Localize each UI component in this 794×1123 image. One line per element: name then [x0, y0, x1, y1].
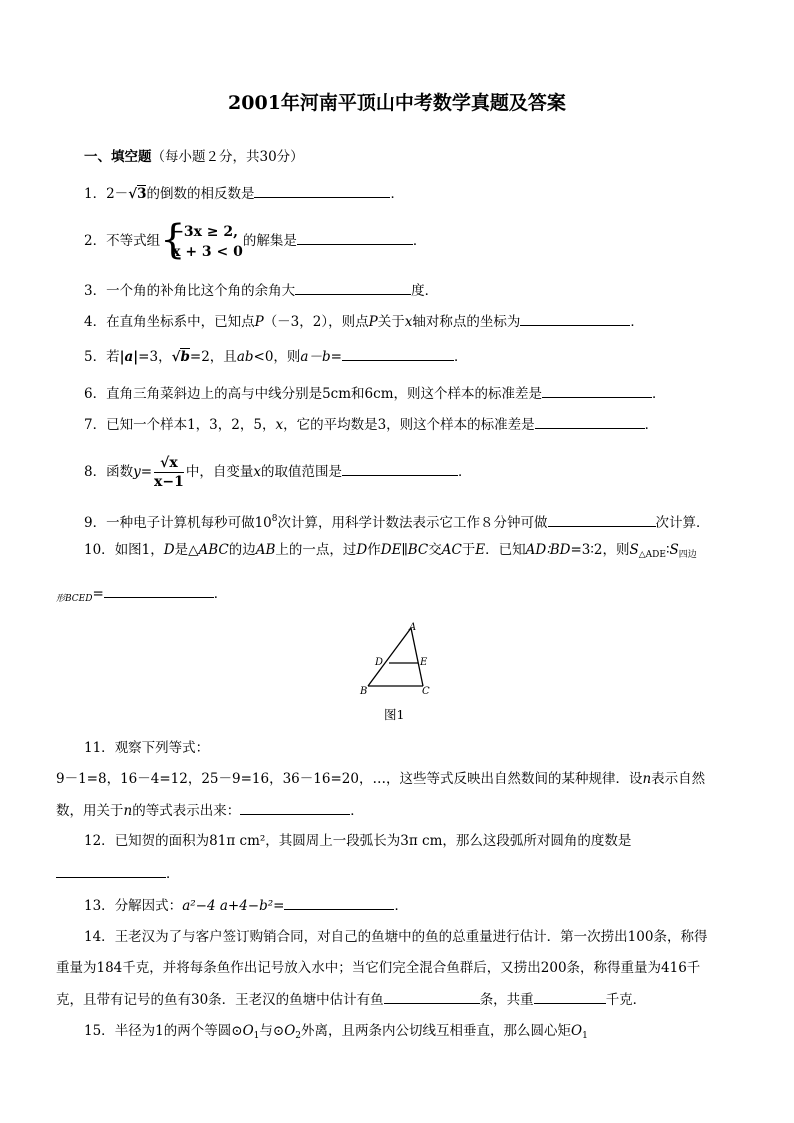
question-11 — [84, 739, 209, 757]
answer-blank[interactable] — [240, 801, 350, 815]
q6-end: ． — [652, 386, 666, 402]
q11-line3-a: 数，用关于 — [56, 803, 124, 819]
answer-blank[interactable] — [535, 415, 645, 429]
fraction-denominator: x−1 — [154, 474, 184, 490]
q11-line2: 9－1=8，16－4=12，25－9=16，36－16=20，…，这些等式反映出自然数间的某种规律．设 — [56, 771, 643, 787]
question-13 — [84, 896, 408, 915]
question-10 — [84, 541, 697, 564]
q10-text-j: =3∶2，则 — [570, 542, 630, 558]
vertex-label-C: C — [422, 686, 430, 697]
var-x: x — [253, 464, 261, 480]
q10-text-a: 如图1， — [114, 542, 164, 558]
segment-AB: AB — [255, 542, 276, 558]
vertex-label-B: B — [360, 686, 368, 697]
q1-text-b: 的倒数的相反数是 — [146, 186, 255, 202]
q13-text-a: 分解因式： — [114, 898, 183, 914]
q11-line3-b: 的等式表示出来： — [132, 803, 241, 819]
question-15 — [84, 1022, 588, 1045]
q8-eq: = — [140, 464, 153, 480]
q10-text-c: 的边 — [228, 542, 256, 558]
area-subscript: 四边 — [678, 550, 697, 560]
q10-text-f: ∥ — [401, 542, 408, 558]
sqrt-sign: √ — [128, 186, 138, 202]
q14-number: 14． — [84, 929, 115, 945]
circle-O2: O — [284, 1023, 296, 1039]
segment-BC: BC — [407, 542, 429, 558]
subscript: 1 — [582, 1031, 588, 1041]
q14-line3-b: 条，共重 — [479, 992, 534, 1008]
var-E: E — [475, 542, 486, 558]
q14-line1: 王老汉为了与客户签订购销合同，对自己的鱼塘中的鱼的总重量进行估计．第一次捞出100条，称得 — [114, 929, 708, 945]
expression: a²−4 a+4−b²= — [182, 898, 285, 914]
q4-number: 4． — [84, 314, 107, 330]
var-n: n — [123, 803, 133, 819]
q12-end: ． — [166, 866, 180, 882]
q14-line3-c: 千克． — [605, 992, 647, 1008]
question-2 — [84, 216, 427, 263]
q1-number: 1． — [84, 186, 107, 202]
q3-text-a: 一个角的补角比这个角的余角大 — [106, 283, 296, 299]
q11-number: 11． — [84, 740, 115, 756]
q10-number: 10． — [84, 542, 115, 558]
answer-blank[interactable] — [342, 347, 454, 361]
var-x: x — [275, 417, 284, 433]
q15-number: 15． — [84, 1023, 115, 1039]
q15-text-a: 半径为1的两个等圆⊙ — [114, 1023, 243, 1039]
question-11-line3 — [56, 801, 364, 820]
section-title: 一、填空题 — [84, 149, 152, 165]
triangle-figure — [356, 618, 436, 698]
q5-text-a: 若 — [106, 349, 120, 365]
area-subscript: 形BCED — [56, 594, 93, 604]
q8-text-a: 函数 — [106, 464, 134, 480]
question-4 — [84, 312, 644, 331]
var-P: P — [368, 314, 378, 330]
q4-text-c: 关于 — [377, 314, 405, 330]
q4-text-d: 轴对称点的坐标为 — [412, 314, 521, 330]
q10-text-e: 作 — [367, 542, 381, 558]
q3-end: 度． — [411, 283, 439, 299]
q14-line3-a: 克，且带有记号的鱼有30条．王老汉的鱼塘中估计有鱼 — [56, 992, 384, 1008]
q15-text-c: 外离，且两条内公切线互相垂直，那么圆心矩 — [301, 1023, 572, 1039]
question-12 — [84, 832, 631, 850]
fraction-numerator: √x — [154, 454, 184, 473]
q8-text-c: 的取值范围是 — [261, 464, 342, 480]
q4-end: ． — [630, 314, 644, 330]
var-x: x — [404, 314, 413, 330]
inequality-2: x + 3 < 0 — [172, 243, 243, 260]
subscript: 2 — [295, 1031, 302, 1041]
inequality-system — [160, 216, 243, 263]
question-8 — [84, 452, 472, 492]
answer-blank[interactable] — [254, 184, 390, 198]
answer-blank[interactable] — [56, 864, 166, 878]
q7-end: ． — [644, 417, 659, 433]
subscript: 1 — [253, 1031, 260, 1041]
q10-text-h: 于 — [461, 542, 476, 558]
q4-text-b: （－3，2），则点 — [263, 314, 369, 330]
q7-text-a: 已知一个样本1，3，2，5， — [106, 417, 276, 433]
q5-text-c: =2，且 — [189, 349, 237, 365]
q5-radicand: b — [180, 349, 190, 365]
q13-number: 13． — [84, 898, 115, 914]
figure-caption: 图1 — [384, 707, 405, 722]
q2-text-b: 的解集是 — [242, 233, 297, 249]
question-7 — [84, 415, 658, 434]
q5-text-d: <0，则 — [253, 349, 301, 365]
q9-exponent: 8 — [271, 514, 278, 524]
q5-end: ． — [453, 349, 468, 365]
question-9 — [84, 510, 710, 532]
question-1 — [84, 184, 404, 203]
section-heading — [84, 148, 304, 166]
q15-text-b: 与⊙ — [259, 1023, 285, 1039]
q7-text-b: ，它的平均数是3，则这个样本的标准差是 — [283, 417, 535, 433]
q3-number: 3． — [84, 283, 107, 299]
question-3 — [84, 281, 438, 300]
q11-line2-end: 表示自然 — [651, 771, 706, 787]
answer-blank[interactable] — [297, 231, 413, 245]
q6-text-a: 直角三角菜斜边上的高与中线分别是5cm和6cm，则这个样本的标准差是 — [106, 386, 542, 402]
q2-number: 2． — [84, 233, 107, 249]
question-14 — [84, 928, 707, 946]
q9-number: 9． — [84, 515, 107, 531]
q14-line2: 重量为184千克，并将每条鱼作出记号放入水中；当它们完全混合鱼群后，又捞出200条，称得重量为416千 — [56, 960, 701, 976]
area-S: S — [669, 542, 679, 558]
q5-text-e: = — [330, 349, 342, 365]
expr-a-minus-b: a－b — [300, 349, 331, 365]
answer-blank[interactable] — [534, 990, 606, 1004]
inequality-1: −3x ≥ 2, — [172, 223, 239, 240]
q9-text-b: 次计算，用科学计数法表示它工作８分钟可做 — [277, 515, 548, 531]
question-11-line2 — [56, 770, 705, 788]
q10-text-k: ∶ — [665, 542, 670, 558]
left-brace: { — [160, 216, 186, 263]
q5-text-b: =3， — [138, 349, 172, 365]
q13-end: ． — [394, 898, 408, 914]
q5-number: 5． — [84, 349, 107, 365]
q6-number: 6． — [84, 386, 107, 402]
q1-end: ． — [390, 186, 404, 202]
q10-text-g: 交 — [428, 542, 442, 558]
fraction — [154, 454, 184, 491]
answer-blank[interactable] — [542, 384, 652, 398]
q1-text-a: 2－ — [106, 186, 129, 202]
answer-blank[interactable] — [284, 896, 394, 910]
question-14-line2 — [56, 959, 700, 977]
q1-radicand: 3 — [137, 186, 147, 202]
answer-blank[interactable] — [520, 312, 630, 326]
var-ab: ab — [236, 349, 254, 365]
var-D: D — [163, 542, 175, 558]
answer-blank[interactable] — [384, 990, 480, 1004]
question-6 — [84, 384, 666, 403]
segment-AC: AC — [441, 542, 462, 558]
var-n: n — [642, 771, 652, 787]
q11-end: ． — [350, 803, 364, 819]
q8-text-b: 中，自变量 — [185, 464, 254, 480]
q10-text-d: 上的一点，过 — [275, 542, 357, 558]
q11-text-a: 观察下列等式： — [114, 740, 210, 756]
q10-eq: = — [92, 586, 104, 602]
var-D: D — [356, 542, 368, 558]
question-10-continued — [56, 584, 227, 608]
circle-O1: O — [242, 1023, 254, 1039]
answer-blank[interactable] — [295, 281, 411, 295]
answer-blank[interactable] — [548, 513, 656, 527]
q2-text-a: 不等式组 — [106, 233, 161, 249]
q12-text-a: 已知贺的面积为81π cm²，其圆周上一段弧长为3π cm，那么这段弧所对圆角的度数是 — [114, 833, 632, 849]
center-O1: O — [571, 1023, 583, 1039]
q10-text-b: 是△ — [174, 542, 199, 558]
var-y: y — [133, 464, 141, 480]
question-5 — [84, 347, 467, 366]
answer-blank[interactable] — [342, 462, 458, 476]
ratio-AD-BD: AD∶BD — [525, 542, 571, 558]
area-S: S — [629, 542, 639, 558]
vertex-label-A: A — [409, 622, 417, 633]
abs-a: |a| — [119, 349, 139, 365]
triangle-ABC: ABC — [198, 542, 229, 558]
q8-number: 8． — [84, 464, 107, 480]
question-14-line3 — [56, 990, 646, 1009]
page-title: 2001年河南平顶山中考数学真题及答案 — [228, 92, 566, 114]
vertex-label-D: D — [375, 657, 384, 668]
q10-end: ． — [213, 586, 228, 602]
q12-number: 12． — [84, 833, 115, 849]
q8-end: ． — [458, 464, 472, 480]
q9-end: 次计算． — [655, 515, 710, 531]
q2-end: ． — [412, 233, 427, 249]
segment-DE: DE — [380, 542, 402, 558]
q10-text-i: ．已知 — [485, 542, 526, 558]
var-P: P — [254, 314, 264, 330]
area-subscript: △ADE — [638, 550, 666, 560]
sqrt-sign: √ — [171, 349, 181, 365]
section-note: （每小题２分，共30分） — [151, 149, 304, 165]
vertex-label-E: E — [420, 657, 428, 668]
q4-text-a: 在直角坐标系中，已知点 — [106, 314, 255, 330]
q7-number: 7． — [84, 417, 107, 433]
q9-text-a: 一种电子计算机每秒可做10 — [106, 515, 272, 531]
answer-blank[interactable] — [104, 584, 214, 598]
question-12-line2 — [56, 864, 180, 883]
